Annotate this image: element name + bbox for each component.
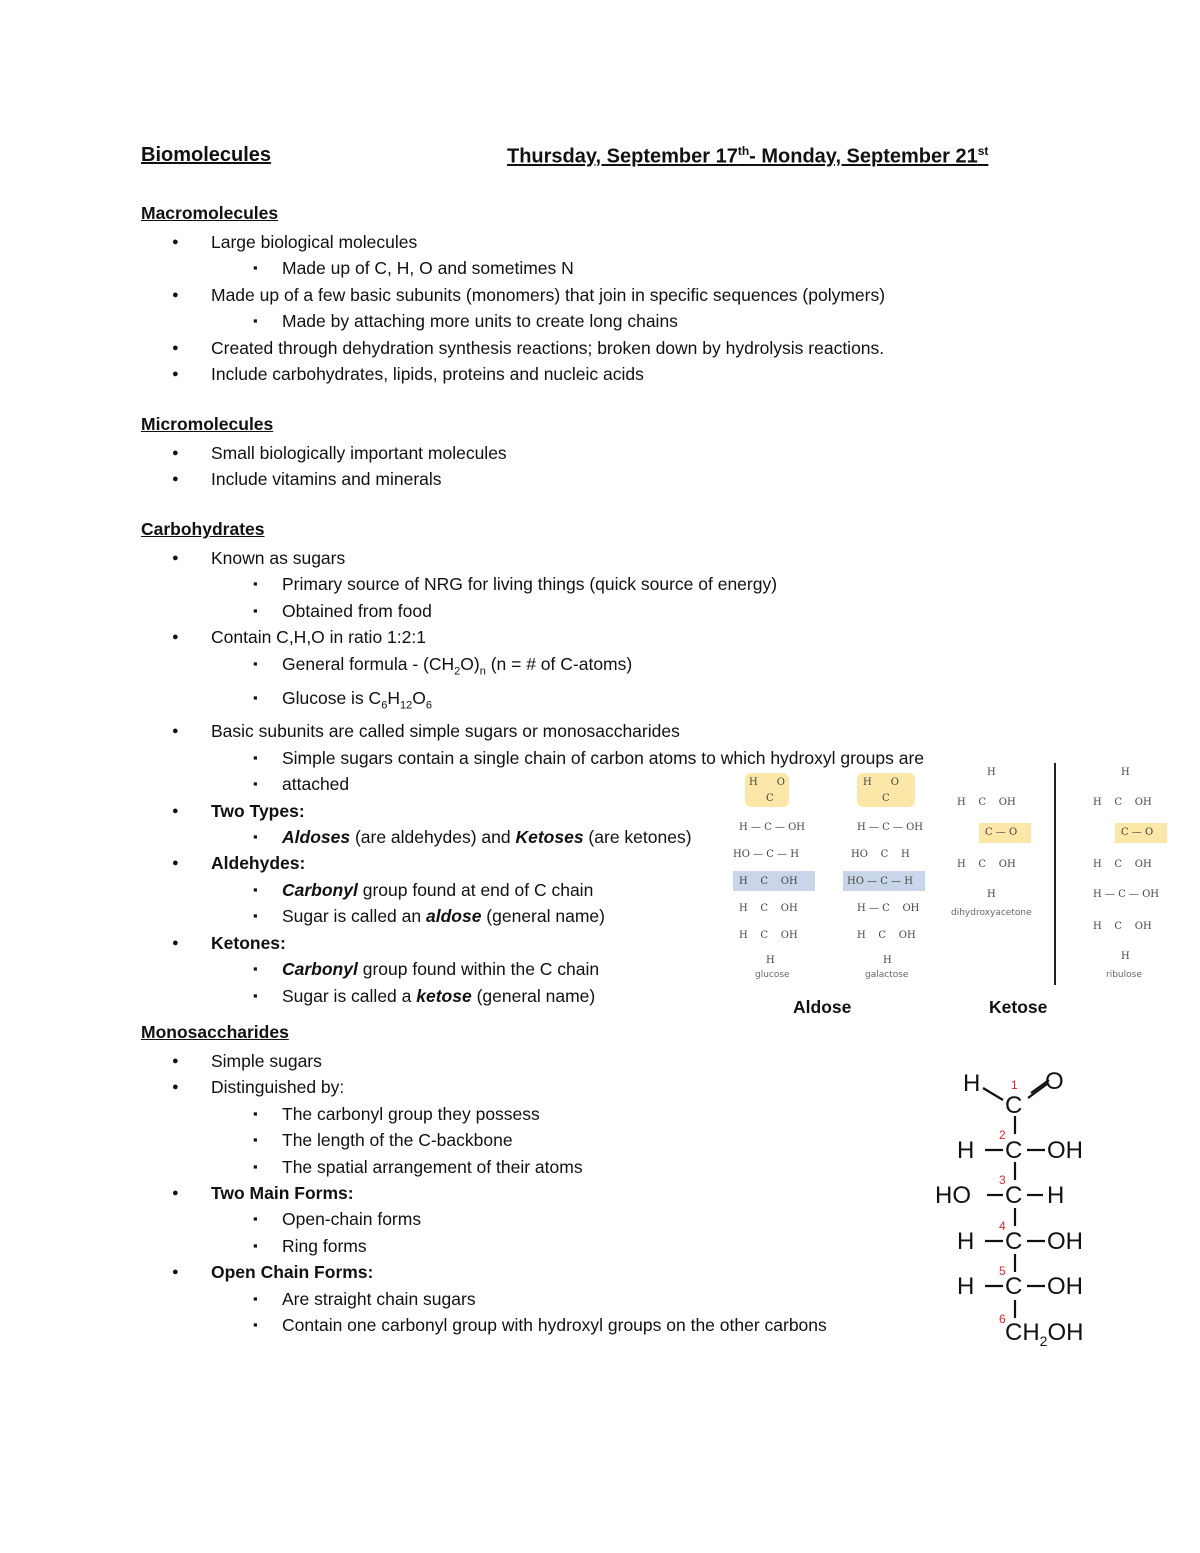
list-item: ● Created through dehydration synthesis reactions; broken down by hydrolysis reactions.	[141, 335, 1001, 361]
atom-label: C	[1005, 1137, 1023, 1164]
carbon-number: 6	[999, 1312, 1006, 1326]
formula-subscript: 6	[381, 699, 388, 712]
plain-text: (general name)	[471, 985, 596, 1006]
section-heading: Macromolecules	[141, 203, 279, 223]
atom-label: OH	[1047, 1273, 1083, 1300]
list-item: ▪ Obtained from food	[141, 598, 1001, 624]
atom-label: OH	[1047, 1228, 1083, 1255]
date-end: - Monday, September 21	[749, 145, 978, 168]
bond-row: H C OH	[739, 930, 798, 941]
list-item: ● Made up of a few basic subunits (monomers) that join in specific sequences (polymers)	[141, 282, 1001, 308]
atom-label: H	[987, 889, 996, 900]
atom-label: H	[766, 955, 775, 966]
list-item: ▪ Simple sugars contain a single chain of carbon atoms to which hydroxyl groups are	[141, 745, 1001, 771]
emphasis-text: aldose	[425, 906, 482, 927]
formula-subscript: 12	[399, 699, 413, 712]
atom-label: C	[766, 793, 774, 804]
atom-label: H	[957, 1137, 975, 1164]
list-item: ● Include vitamins and minerals	[141, 466, 1001, 492]
bond-row: H C OH	[739, 903, 798, 914]
plain-text: (are aldehydes) and	[350, 827, 516, 848]
date-range	[507, 144, 988, 169]
list-item: ● Simple sugars	[141, 1048, 1001, 1074]
atom-label: OH	[1047, 1137, 1083, 1164]
bond-row: H C OH	[1093, 859, 1152, 870]
bond-row: H — C — OH	[857, 822, 924, 833]
carbon-number: 3	[999, 1173, 1006, 1187]
atom-subscript: 2	[1039, 1332, 1048, 1349]
bond-row: H — C — OH	[1093, 889, 1160, 900]
bond-row: H C OH	[957, 859, 1016, 870]
carbon-number: 4	[999, 1219, 1006, 1233]
atom-label: H O	[749, 777, 785, 788]
carbon-number: 2	[999, 1128, 1006, 1142]
plain-text: Sugar is called a	[282, 985, 417, 1006]
micromolecules-section	[141, 414, 1001, 493]
atom-label: C	[1005, 1273, 1023, 1300]
atom-label: HO	[935, 1182, 971, 1209]
continuation-text: attached	[282, 774, 350, 795]
bond-row: H C OH	[957, 797, 1016, 808]
caption-dihydroxyacetone: dihydroxyacetone	[951, 908, 1032, 918]
list-item: ● Small biologically important molecules	[141, 440, 1001, 466]
carbon-number: 1	[1011, 1078, 1018, 1092]
list-item: ● Contain C,H,O in ratio 1:2:1	[141, 624, 1001, 650]
list-item: ● Ketones:	[141, 930, 1001, 956]
atom-text: CH	[1005, 1319, 1040, 1346]
atom-label: C	[1005, 1228, 1023, 1255]
bond-lines	[925, 1060, 1125, 1360]
list-item: ▪ Are straight chain sugars	[141, 1286, 1001, 1312]
caption-glucose: glucose	[755, 970, 790, 980]
bond-row: C — O	[1121, 827, 1154, 838]
plain-text: group found within the C chain	[357, 959, 600, 980]
atom-label: H	[957, 1228, 975, 1255]
atom-label: O	[1045, 1068, 1064, 1095]
formula-text: O	[412, 687, 426, 708]
atom-text: OH	[1047, 1319, 1084, 1346]
emphasis-text: ketose	[416, 985, 472, 1006]
aldose-label: Aldose	[793, 997, 852, 1017]
list-item: ● Two Types:	[141, 798, 1001, 824]
emphasis-text: Ketoses	[515, 827, 584, 848]
bond-row: H C OH	[1093, 921, 1152, 932]
list-item: ● Distinguished by:	[141, 1074, 1001, 1100]
formula-subscript: n	[479, 665, 486, 678]
list-item: ● Large biological molecules	[141, 229, 1001, 255]
bond-row: HO — C — H	[847, 876, 914, 887]
list-item: ▪ Open-chain forms	[141, 1206, 1001, 1232]
list-item: ▪ Primary source of NRG for living things (quick source of energy)	[141, 571, 1001, 597]
list-item: ● Open Chain Forms:	[141, 1259, 1001, 1285]
bond-row: HO C H	[851, 849, 910, 860]
divider-line	[1054, 763, 1056, 985]
atom-label: H	[987, 767, 996, 778]
list-item: ▪ Ring forms	[141, 1233, 1001, 1259]
caption-ribulose: ribulose	[1106, 970, 1142, 980]
list-item: ● Two Main Forms:	[141, 1180, 1001, 1206]
emphasis-text: Carbonyl	[282, 879, 358, 900]
formula-text: (n = # of C-atoms)	[485, 653, 633, 674]
page-title: Biomolecules	[141, 144, 272, 166]
macromolecules-section	[141, 203, 1001, 387]
atom-label: C	[1005, 1092, 1023, 1119]
aldose-ketose-diagram	[725, 755, 1175, 1025]
formula-text: O)	[460, 653, 480, 674]
list-item	[141, 685, 1001, 719]
section-heading: Monosaccharides	[141, 1022, 289, 1042]
section-heading: Carbohydrates	[141, 519, 265, 539]
atom-label: H	[883, 955, 892, 966]
list-item: ● Known as sugars	[141, 545, 1001, 571]
caption-galactose: galactose	[865, 970, 909, 980]
bond-row: H — C OH	[857, 903, 920, 914]
section-heading: Micromolecules	[141, 414, 274, 434]
list-item	[141, 651, 1001, 685]
list-item: ● Include carbohydrates, lipids, proteins and nucleic acids	[141, 361, 1001, 387]
formula-text: Glucose is C	[282, 687, 382, 708]
formula-text: General formula - (CH	[282, 653, 455, 674]
atom-label: H	[963, 1070, 981, 1097]
list-item: ▪ Contain one carbonyl group with hydroxyl groups on the other carbons	[141, 1312, 1001, 1338]
emphasis-text: Carbonyl	[282, 959, 358, 980]
formula-subscript: 2	[454, 665, 461, 678]
atom-label: C	[1005, 1182, 1023, 1209]
bond-row: HO — C — H	[733, 849, 800, 860]
date-start: Thursday, September 17	[507, 145, 738, 168]
emphasis-text: Aldoses	[282, 827, 351, 848]
bond-row: H — C — OH	[739, 822, 806, 833]
list-item: ▪ Made up of C, H, O and sometimes N	[141, 255, 1001, 281]
plain-text: group found at end of C chain	[357, 879, 594, 900]
atom-label	[1005, 1319, 1083, 1349]
list-item: ● Basic subunits are called simple sugars or monosaccharides	[141, 718, 1001, 744]
date-start-suffix: th	[737, 144, 750, 158]
atom-label: C	[882, 793, 890, 804]
atom-label: H	[957, 1273, 975, 1300]
bond-row: H C OH	[739, 876, 798, 887]
ketose-label: Ketose	[989, 997, 1048, 1017]
atom-label: H	[1121, 951, 1130, 962]
formula-subscript: 6	[425, 699, 432, 712]
date-end-suffix: st	[977, 144, 989, 158]
plain-text: Sugar is called an	[282, 906, 426, 927]
list-item: ▪ The length of the C-backbone	[141, 1127, 1001, 1153]
bond-row: H C OH	[857, 930, 916, 941]
list-item: ▪ Made by attaching more units to create long chains	[141, 308, 1001, 334]
list-item: ▪ The carbonyl group they possess	[141, 1101, 1001, 1127]
list-item: ● Aldehydes:	[141, 850, 1001, 876]
bond-row: C — O	[985, 827, 1018, 838]
plain-text: (general name)	[481, 906, 605, 927]
glucose-structure	[925, 1060, 1125, 1360]
list-item: ▪ The spatial arrangement of their atoms	[141, 1154, 1001, 1180]
monosaccharides-section	[141, 1022, 1001, 1338]
plain-text: (are ketones)	[583, 827, 692, 848]
bond-row: H C OH	[1093, 797, 1152, 808]
atom-label: H	[1121, 767, 1130, 778]
atom-label: H	[1047, 1182, 1065, 1209]
carbon-number: 5	[999, 1264, 1006, 1278]
formula-text: H	[387, 687, 400, 708]
atom-label: H O	[863, 777, 899, 788]
